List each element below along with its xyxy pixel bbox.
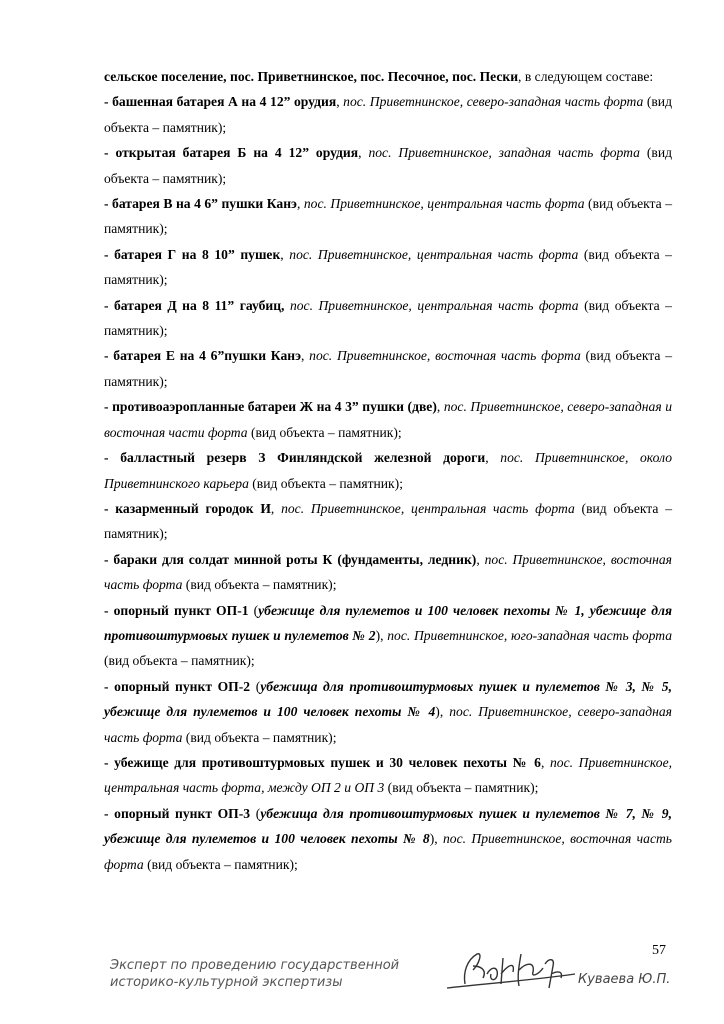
text-run: ( (250, 678, 261, 694)
list-item (104, 343, 672, 394)
list-item (104, 242, 672, 293)
text-run: (вид объекта – памятник); (104, 246, 672, 288)
item-title: - батарея Г на 8 10” пушек (104, 246, 281, 262)
text-run: (вид объекта – памятник); (248, 475, 403, 491)
item-location: пос. Приветнинское, центральная часть форта (281, 500, 575, 516)
item-title: - батарея Д на 8 11” гаубиц, (104, 297, 285, 313)
item-location: пос. Приветнинское, западная часть форта (368, 145, 640, 161)
text-run: , (476, 551, 485, 567)
text-run: (вид объекта – памятник); (182, 577, 337, 593)
text-run: (вид объекта – памятник); (104, 653, 255, 669)
text-run: (вид объекта – памятник); (104, 500, 672, 542)
item-location: пос. Приветнинское, центральная часть форта (289, 246, 579, 262)
text-run: , (280, 246, 290, 262)
text-run: , (336, 94, 344, 110)
item-title: - батарея В на 4 6” пушки Канэ (104, 196, 297, 212)
text-run: (вид объекта – памятник); (104, 348, 672, 389)
text-run: (вид объекта – памятник); (104, 297, 672, 339)
document-body (104, 64, 672, 877)
item-title: - убежище для противоштурмовых пушек и 30 человек пехоты № 6 (104, 754, 541, 770)
signer-name: Куваева Ю.П. (578, 972, 671, 987)
text-run: , в следующем составе: (518, 69, 654, 84)
list-item (104, 598, 672, 674)
text-run: (вид объекта – памятник); (384, 780, 539, 796)
text-run: , (485, 450, 501, 466)
text-run: (вид объекта – памятник); (104, 94, 672, 135)
item-title: - опорный пункт ОП-3 (104, 805, 251, 821)
item-title: - открытая батарея Б на 4 12” орудия (104, 145, 359, 161)
item-location: пос. Приветнинское, восточная часть форта (104, 551, 672, 593)
item-title: - казарменный городок И (104, 500, 271, 516)
expert-stamp (110, 957, 399, 991)
item-location: пос. Приветнинское, юго-западная часть форта (387, 627, 672, 643)
item-location: пос. Приветнинское, северо-западная часть форта (104, 704, 672, 745)
list-item (104, 191, 672, 242)
text-run: (вид объекта – памятник); (104, 145, 673, 186)
text-run: (вид объекта – памятник); (182, 729, 337, 745)
handwritten-signature (443, 944, 578, 999)
item-location: пос. Приветнинское, центральная часть форта (303, 196, 585, 212)
list-item (104, 674, 672, 750)
emphasized-text: убежища для противоштурмовых пушек и пулеметов № 3, № 5, убежище для пулеметов и 100 человек пехоты № 4 (104, 678, 673, 720)
stamp-line-2: историко-культурной экспертизы (110, 975, 343, 990)
item-location: пос. Приветнинское, восточная часть форта (104, 831, 672, 872)
text-run: ( (250, 805, 261, 821)
item-title: - башенная батарея А на 4 12” орудия (104, 94, 337, 110)
page-number: 57 (652, 943, 666, 958)
item-title: - противоаэропланные батареи Ж на 4 3” пушки (две) (104, 399, 437, 415)
text-run: , (296, 196, 304, 212)
list-item (104, 547, 672, 598)
item-title: - бараки для солдат минной роты К (фундаменты, ледник) (104, 551, 477, 567)
text-run: (вид объекта – памятник); (143, 856, 298, 872)
text-run: , (540, 754, 550, 770)
text-run: , (270, 500, 282, 516)
item-location: пос. Приветнинское, центральная часть форта, между ОП 2 и ОП 3 (104, 754, 673, 796)
text-run: ), (435, 704, 450, 720)
item-location: пос. Приветнинское, северо-западная и восточная части форта (104, 399, 672, 440)
emphasized-text: убежища для противоштурмовых пушек и пулеметов № 7, № 9, убежище для пулеметов и 100 человек пехоты № 8 (104, 805, 673, 847)
list-item (104, 89, 672, 140)
item-location: пос. Приветнинское, восточная часть форта (309, 348, 581, 364)
item-title: - балластный резерв З Финляндской железной дороги (104, 450, 486, 466)
item-location: пос. Приветнинское, около Приветнинского карьера (104, 450, 673, 491)
item-location: пос. Приветнинское, северо-западная часть форта (343, 94, 644, 110)
item-title: - опорный пункт ОП-1 (104, 602, 249, 618)
stamp-line-1: Эксперт по проведению государственной (110, 958, 400, 973)
list-item (104, 140, 672, 191)
list-item (104, 801, 672, 877)
text-run: , (358, 145, 369, 161)
item-title: сельское поселение, пос. Приветнинское, пос. Песочное, пос. Пески (104, 69, 519, 84)
text-run: , (300, 348, 310, 364)
text-run: ( (248, 602, 259, 618)
text-run: (вид объекта – памятник); (104, 196, 672, 237)
text-run: (вид объекта – памятник); (247, 424, 402, 440)
text-run: , (436, 399, 444, 415)
list-item (104, 64, 672, 89)
list-item (104, 293, 672, 344)
list-item (104, 496, 672, 547)
item-location: пос. Приветнинское, центральная часть форта (289, 297, 579, 313)
item-title: - батарея Е на 4 6”пушки Канэ (104, 348, 301, 364)
list-item (104, 445, 672, 496)
list-item (104, 394, 672, 445)
list-item (104, 750, 672, 801)
item-title: - опорный пункт ОП-2 (104, 678, 251, 694)
emphasized-text: убежище для пулеметов и 100 человек пехоты № 1, убежище для противоштурмовых пушек и пулеметов № 2 (104, 602, 672, 643)
text-run: ), (375, 627, 388, 643)
text-run: ), (429, 831, 443, 847)
